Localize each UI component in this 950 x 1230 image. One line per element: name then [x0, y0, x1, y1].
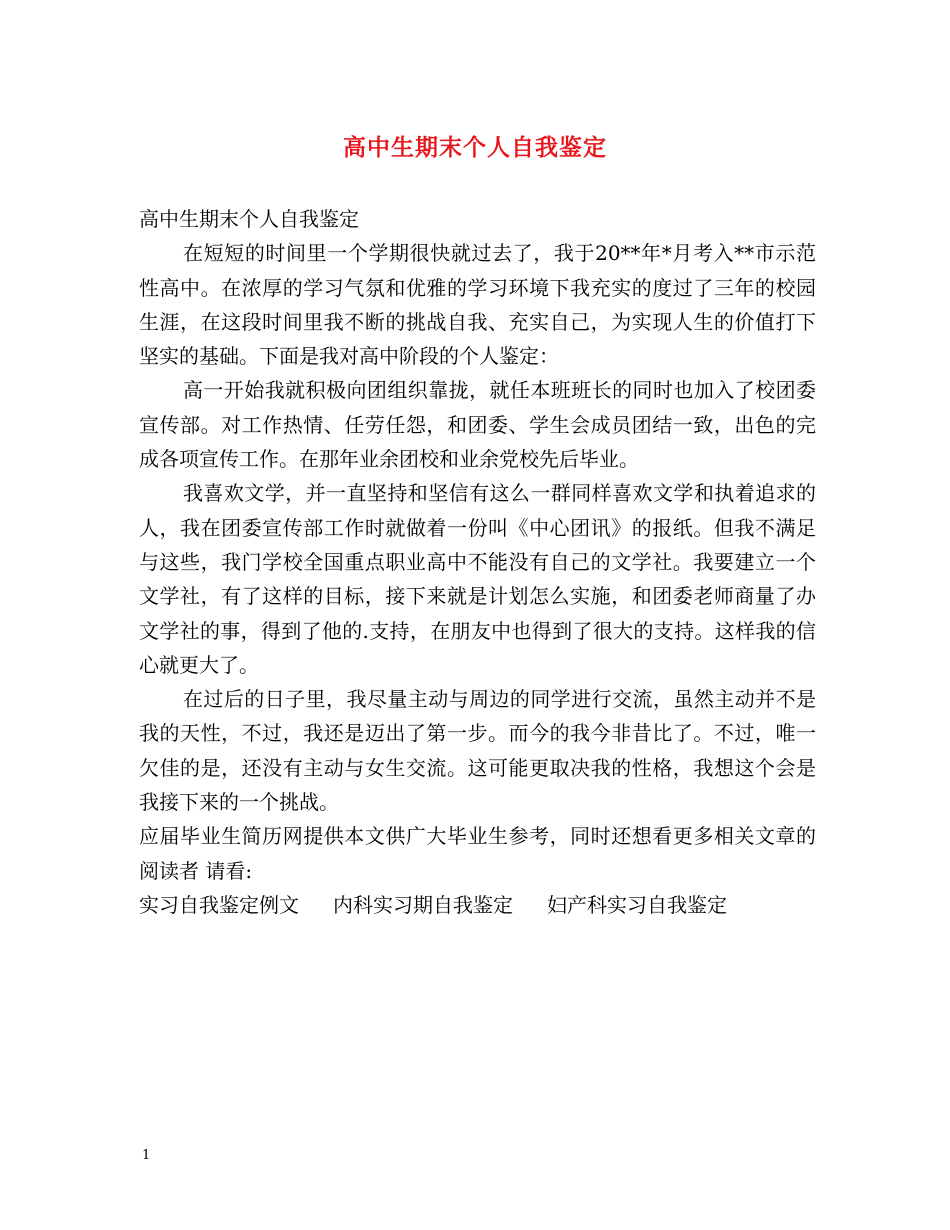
- related-link-obstetrics-self-appraisal[interactable]: 妇产科实习自我鉴定: [547, 892, 727, 917]
- related-links: [139, 888, 816, 922]
- paragraph-3: 我喜欢文学，并一直坚持和坚信有这么一群同样喜欢文学和执着追求的人，我在团委宣传部工作时就做着一份叫《中心团讯》的报纸。但我不满足与这些，我门学校全国重点职业高中不能没有自己的文学社。我要建立一个文学社，有了这样的目标，接下来就是计划怎么实施，和团委老师商量了办文学社的事，得到了他的.支持，在朋友中也得到了很大的支持。这样我的信心就更大了。: [139, 481, 816, 677]
- document-subtitle: 高中生期末个人自我鉴定: [139, 207, 359, 231]
- paragraph-2: 高一开始我就积极向团组织靠拢，就任本班班长的同时也加入了校团委宣传部。对工作热情、任劳任怨，和团委、学生会成员团结一致，出色的完成各项宣传工作。在那年业余团校和业余党校先后毕业。: [139, 378, 816, 472]
- related-link-internal-medicine-self-appraisal[interactable]: 内科实习期自我鉴定: [333, 892, 513, 917]
- document-body: [139, 202, 816, 922]
- paragraph-1: 在短短的时间里一个学期很快就过去了，我于20**年*月考入**市示范性高中。在浓厚的学习气氛和优雅的学习环境下我充实的度过了三年的校园生涯，在这段时间里我不断的挑战自我、充实自己，为实现人生的价值打下坚实的基础。下面是我对高中阶段的个人鉴定：: [139, 241, 816, 369]
- document-title: 高中生期末个人自我鉴定: [343, 134, 607, 161]
- paragraph-4: 在过后的日子里，我尽量主动与周边的同学进行交流，虽然主动并不是我的天性，不过，我还是迈出了第一步。而今的我今非昔比了。不过，唯一欠佳的是，还没有主动与女生交流。这可能更取决我的性格，我想这个会是我接下来的一个挑战。: [139, 687, 816, 815]
- footer-note: 应届毕业生简历网提供本文供广大毕业生参考，同时还想看更多相关文章的阅读者 请看:: [139, 824, 816, 883]
- related-link-internship-self-appraisal[interactable]: 实习自我鉴定例文: [139, 892, 299, 917]
- page-number: 1: [142, 1148, 151, 1163]
